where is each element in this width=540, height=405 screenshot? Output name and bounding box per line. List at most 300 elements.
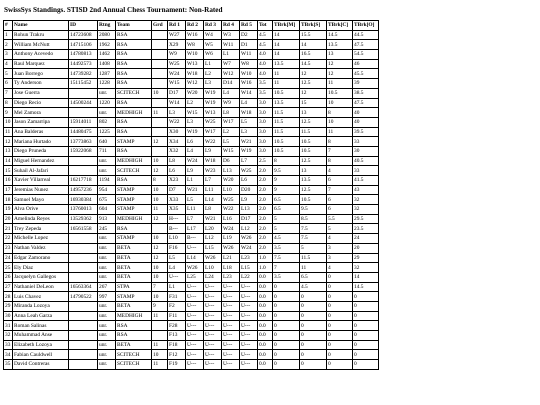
cell-total: 1.0 xyxy=(258,253,273,263)
cell-grade: 11 xyxy=(152,311,168,321)
cell-tiebreak-m: 9.5 xyxy=(273,166,300,176)
cell-tiebreak-m: 14 xyxy=(273,30,300,40)
cell-round-4: U--- xyxy=(222,321,240,331)
cell-round-2: B--- xyxy=(186,234,204,244)
cell-rating: unr. xyxy=(98,234,116,244)
cell-id: 14715106 xyxy=(69,40,98,50)
cell-grade: 12 xyxy=(152,166,168,176)
cell-round-2: U--- xyxy=(186,311,204,321)
cell-id xyxy=(69,272,98,282)
cell-tiebreak-c: 6 xyxy=(327,195,353,205)
cell-round-4: W20 xyxy=(222,176,240,186)
cell-id xyxy=(69,263,98,273)
cell-tiebreak-m: 0 xyxy=(273,340,300,350)
cell-round-5: W16 xyxy=(240,79,258,89)
cell-round-1: L10 xyxy=(168,234,186,244)
cell-tiebreak-m: 10.5 xyxy=(273,137,300,147)
table-row xyxy=(4,88,379,98)
table-row xyxy=(4,195,379,205)
cell-tiebreak-s: 12.5 xyxy=(300,156,327,166)
cell-round-3: U--- xyxy=(204,350,222,360)
cell-round-3: W25 xyxy=(204,117,222,127)
cell-round-5: W25 xyxy=(240,166,258,176)
cell-id: 13529362 xyxy=(69,214,98,224)
cell-round-5: D1 xyxy=(240,40,258,50)
cell-id xyxy=(69,234,98,244)
cell-tiebreak-m: 5 xyxy=(273,224,300,234)
table-row xyxy=(4,108,379,118)
cell-round-4: W9 xyxy=(222,98,240,108)
cell-number: 3 xyxy=(4,50,13,60)
cell-round-1: X30 xyxy=(168,127,186,137)
cell-tiebreak-o: 20 xyxy=(353,243,379,253)
cell-total: 0.0 xyxy=(258,272,273,282)
cell-round-1: X23 xyxy=(168,176,186,186)
cell-round-5: L3 xyxy=(240,127,258,137)
cell-tiebreak-o: 0 xyxy=(353,331,379,341)
cell-rating: 1408 xyxy=(98,59,116,69)
cell-round-1: W9 xyxy=(168,50,186,60)
cell-round-5: L15 xyxy=(240,263,258,273)
cell-round-4: U--- xyxy=(222,340,240,350)
cell-tiebreak-c: 5 xyxy=(327,224,353,234)
table-row xyxy=(4,321,379,331)
cell-round-3: U--- xyxy=(204,360,222,370)
page-title: SwissSys Standings. STISD 2nd Annual Chess Tournament: Non-Rated xyxy=(4,6,223,14)
cell-round-1: F19 xyxy=(168,360,186,370)
cell-rating: 1220 xyxy=(98,98,116,108)
cell-tiebreak-o: 14.5 xyxy=(353,282,379,292)
cell-total: 2.0 xyxy=(258,224,273,234)
cell-round-2: L25 xyxy=(186,272,204,282)
table-row xyxy=(4,30,379,40)
cell-round-4: L8 xyxy=(222,108,240,118)
cell-rating: unr. xyxy=(98,108,116,118)
cell-team: SCITECH xyxy=(116,88,152,98)
cell-tiebreak-c: 0 xyxy=(327,301,353,311)
cell-id: 14480475 xyxy=(69,127,98,137)
cell-team: STAMP xyxy=(116,195,152,205)
cell-round-2: L7 xyxy=(186,214,204,224)
cell-name: Jacquelyn Gallegos xyxy=(13,272,69,282)
table-row xyxy=(4,185,379,195)
cell-tiebreak-m: 0 xyxy=(273,350,300,360)
cell-round-4: L23 xyxy=(222,272,240,282)
cell-tiebreak-s: 15 xyxy=(300,98,327,108)
cell-round-4: U--- xyxy=(222,301,240,311)
cell-rating: 1228 xyxy=(98,79,116,89)
cell-name: Alva Orive xyxy=(13,205,69,215)
cell-round-3: W19 xyxy=(204,88,222,98)
col-header-grade: Grd xyxy=(152,21,168,31)
cell-grade: 10 xyxy=(152,263,168,273)
cell-team: RSA xyxy=(116,321,152,331)
cell-round-3: L12 xyxy=(204,234,222,244)
cell-number: 13 xyxy=(4,146,13,156)
cell-tiebreak-m: 6.5 xyxy=(273,205,300,215)
cell-round-5: W10 xyxy=(240,69,258,79)
cell-rating: unr. xyxy=(98,331,116,341)
cell-total: 0.0 xyxy=(258,311,273,321)
cell-id: 14492573 xyxy=(69,59,98,69)
cell-tiebreak-o: 47.5 xyxy=(353,98,379,108)
cell-name: Luis Chavez xyxy=(13,292,69,302)
cell-round-4: W25 xyxy=(222,195,240,205)
cell-round-4: L13 xyxy=(222,166,240,176)
cell-grade: 12 xyxy=(152,253,168,263)
col-header-tiebreak-m: TBrk[M] xyxy=(273,21,300,31)
cell-round-2: W15 xyxy=(186,108,204,118)
cell-round-5: L13 xyxy=(240,205,258,215)
cell-team: MEDHIGH xyxy=(116,156,152,166)
cell-tiebreak-o: 40.5 xyxy=(353,156,379,166)
table-row xyxy=(4,253,379,263)
cell-round-3: W5 xyxy=(204,40,222,50)
cell-number: 10 xyxy=(4,117,13,127)
cell-round-2: U--- xyxy=(186,331,204,341)
cell-tiebreak-c: 11 xyxy=(327,79,353,89)
cell-total: 3.0 xyxy=(258,108,273,118)
cell-tiebreak-s: 14.5 xyxy=(300,59,327,69)
col-header-total: Tot xyxy=(258,21,273,31)
cell-tiebreak-o: 24 xyxy=(353,234,379,244)
cell-id: 15115452 xyxy=(69,79,98,89)
cell-team: BETA xyxy=(116,272,152,282)
col-header-rating: Rtng xyxy=(98,21,116,31)
cell-id xyxy=(69,166,98,176)
cell-team: BETA xyxy=(116,340,152,350)
cell-round-3: L1 xyxy=(204,59,222,69)
col-header-number: # xyxy=(4,21,13,31)
table-row xyxy=(4,69,379,79)
cell-name: David Contreras xyxy=(13,360,69,370)
cell-tiebreak-o: 0 xyxy=(353,340,379,350)
cell-id xyxy=(69,331,98,341)
cell-tiebreak-m: 0 xyxy=(273,311,300,321)
cell-tiebreak-c: 13 xyxy=(327,50,353,60)
cell-tiebreak-o: 43 xyxy=(353,185,379,195)
cell-round-5: U--- xyxy=(240,331,258,341)
cell-number: 34 xyxy=(4,350,13,360)
cell-tiebreak-s: 12 xyxy=(300,69,327,79)
cell-tiebreak-s: 11.5 xyxy=(300,253,327,263)
cell-team: RSA xyxy=(116,146,152,156)
cell-tiebreak-m: 10.5 xyxy=(273,146,300,156)
cell-name: Anthony Acevedo xyxy=(13,50,69,60)
cell-grade: 10 xyxy=(152,156,168,166)
cell-grade: 11 xyxy=(152,108,168,118)
cell-round-1: W25 xyxy=(168,59,186,69)
cell-round-1: X33 xyxy=(168,195,186,205)
cell-rating: unr. xyxy=(98,243,116,253)
cell-total: 4.0 xyxy=(258,50,273,60)
cell-id xyxy=(69,340,98,350)
cell-team: RSA xyxy=(116,69,152,79)
cell-round-2: L9 xyxy=(186,166,204,176)
cell-tiebreak-o: 30 xyxy=(353,146,379,156)
cell-round-1: X34 xyxy=(168,137,186,147)
cell-rating: 2080 xyxy=(98,30,116,40)
cell-round-5: L6 xyxy=(240,176,258,186)
cell-round-4: L2 xyxy=(222,127,240,137)
cell-id xyxy=(69,243,98,253)
cell-number: 11 xyxy=(4,127,13,137)
col-header-round-2: Rd 2 xyxy=(186,21,204,31)
cell-team: MEDHIGH xyxy=(116,311,152,321)
cell-round-4: W3 xyxy=(222,30,240,40)
cell-number: 19 xyxy=(4,205,13,215)
cell-round-3: L8 xyxy=(204,205,222,215)
cell-round-5: W14 xyxy=(240,88,258,98)
cell-rating: unr. xyxy=(98,263,116,273)
col-header-round-1: Rd 1 xyxy=(168,21,186,31)
table-row xyxy=(4,40,379,50)
cell-team: RSA xyxy=(116,59,152,69)
cell-round-5: U--- xyxy=(240,321,258,331)
cell-rating: 1225 xyxy=(98,127,116,137)
cell-tiebreak-o: 32 xyxy=(353,205,379,215)
cell-round-4: L5 xyxy=(222,137,240,147)
cell-round-5: U--- xyxy=(240,282,258,292)
cell-round-5: U--- xyxy=(240,350,258,360)
cell-round-3: U--- xyxy=(204,321,222,331)
cell-total: 4.5 xyxy=(258,30,273,40)
cell-round-4: L21 xyxy=(222,253,240,263)
cell-tiebreak-s: 7.5 xyxy=(300,234,327,244)
cell-id: 14957236 xyxy=(69,185,98,195)
cell-id: 14723608 xyxy=(69,30,98,40)
cell-grade xyxy=(152,117,168,127)
cell-round-1: L4 xyxy=(168,263,186,273)
cell-round-2: W13 xyxy=(186,59,204,69)
col-header-tiebreak-o: TBrk[O] xyxy=(353,21,379,31)
cell-round-3: W21 xyxy=(204,214,222,224)
cell-tiebreak-s: 11.5 xyxy=(300,127,327,137)
cell-team: BETA xyxy=(116,263,152,273)
cell-round-2: W24 xyxy=(186,156,204,166)
cell-round-2: U--- xyxy=(186,292,204,302)
table-row xyxy=(4,340,379,350)
cell-tiebreak-s: 12.5 xyxy=(300,117,327,127)
cell-tiebreak-o: 47.5 xyxy=(353,40,379,50)
standings-body xyxy=(4,30,379,369)
cell-tiebreak-s: 0 xyxy=(300,321,327,331)
cell-round-1: W22 xyxy=(168,117,186,127)
cell-tiebreak-c: 13.5 xyxy=(327,40,353,50)
cell-round-5: L12 xyxy=(240,224,258,234)
cell-grade xyxy=(152,30,168,40)
cell-grade: 12 xyxy=(152,214,168,224)
cell-tiebreak-m: 11.5 xyxy=(273,108,300,118)
cell-round-2: U--- xyxy=(186,282,204,292)
cell-id xyxy=(69,301,98,311)
cell-round-3: L20 xyxy=(204,224,222,234)
cell-name: Rohun Trakru xyxy=(13,30,69,40)
cell-name: Jose Guerra xyxy=(13,88,69,98)
cell-round-3: W18 xyxy=(204,156,222,166)
cell-number: 4 xyxy=(4,59,13,69)
cell-tiebreak-o: 33 xyxy=(353,137,379,147)
cell-tiebreak-o: 40 xyxy=(353,108,379,118)
cell-total: 2.0 xyxy=(258,214,273,224)
cell-number: 15 xyxy=(4,166,13,176)
cell-tiebreak-o: 29 xyxy=(353,253,379,263)
cell-round-2: W16 xyxy=(186,30,204,40)
cell-tiebreak-o: 0 xyxy=(353,301,379,311)
cell-tiebreak-o: 0 xyxy=(353,292,379,302)
table-row xyxy=(4,50,379,60)
table-row xyxy=(4,263,379,273)
cell-tiebreak-o: 38.5 xyxy=(353,88,379,98)
cell-rating: unr. xyxy=(98,360,116,370)
table-row xyxy=(4,98,379,108)
cell-round-5: W19 xyxy=(240,146,258,156)
cell-name: Fabian Cauldwell xyxy=(13,350,69,360)
cell-round-4: W15 xyxy=(222,146,240,156)
cell-total: 4.0 xyxy=(258,69,273,79)
cell-round-3: L24 xyxy=(204,272,222,282)
cell-name: Jason Zamarripa xyxy=(13,117,69,127)
cell-rating: unr. xyxy=(98,166,116,176)
table-row xyxy=(4,301,379,311)
cell-rating: 640 xyxy=(98,137,116,147)
cell-tiebreak-m: 14 xyxy=(273,40,300,50)
cell-round-3: L7 xyxy=(204,176,222,186)
cell-tiebreak-c: 8 xyxy=(327,137,353,147)
cell-round-4: U--- xyxy=(222,350,240,360)
cell-round-4: W26 xyxy=(222,243,240,253)
cell-round-5: L7 xyxy=(240,156,258,166)
cell-number: 33 xyxy=(4,340,13,350)
cell-round-2: U--- xyxy=(186,243,204,253)
cell-number: 32 xyxy=(4,331,13,341)
cell-round-4: U--- xyxy=(222,292,240,302)
cell-round-1: D7 xyxy=(168,185,186,195)
cell-total: 0.0 xyxy=(258,301,273,311)
cell-tiebreak-m: 5 xyxy=(273,214,300,224)
cell-number: 20 xyxy=(4,214,13,224)
cell-team: RSA xyxy=(116,127,152,137)
cell-id: 13773863 xyxy=(69,137,98,147)
cell-grade xyxy=(152,79,168,89)
cell-name: Miranda Lozoya xyxy=(13,301,69,311)
cell-number: 24 xyxy=(4,253,13,263)
cell-tiebreak-m: 11 xyxy=(273,79,300,89)
table-row xyxy=(4,360,379,370)
cell-round-1: L6 xyxy=(168,166,186,176)
cell-tiebreak-c: 10 xyxy=(327,117,353,127)
cell-id: 14780813 xyxy=(69,50,98,60)
cell-round-1: W15 xyxy=(168,79,186,89)
cell-tiebreak-o: 29.5 xyxy=(353,214,379,224)
cell-round-2: L6 xyxy=(186,137,204,147)
cell-tiebreak-m: 4.5 xyxy=(273,234,300,244)
cell-round-1: W27 xyxy=(168,30,186,40)
table-row xyxy=(4,156,379,166)
cell-number: 26 xyxy=(4,272,13,282)
cell-id: 15922068 xyxy=(69,146,98,156)
cell-rating: unr. xyxy=(98,301,116,311)
cell-id: 16217718 xyxy=(69,176,98,186)
table-row xyxy=(4,331,379,341)
cell-rating: 913 xyxy=(98,214,116,224)
cell-id xyxy=(69,311,98,321)
standings-header xyxy=(4,21,379,31)
cell-rating: 802 xyxy=(98,117,116,127)
cell-grade: 9 xyxy=(152,301,168,311)
cell-tiebreak-m: 3.5 xyxy=(273,272,300,282)
table-row xyxy=(4,59,379,69)
cell-tiebreak-m: 10.5 xyxy=(273,88,300,98)
cell-round-1: L1 xyxy=(168,282,186,292)
cell-grade xyxy=(152,98,168,108)
cell-round-2: W10 xyxy=(186,50,204,60)
cell-tiebreak-s: 4.5 xyxy=(300,282,327,292)
cell-round-3: W13 xyxy=(204,108,222,118)
cell-round-4: U--- xyxy=(222,282,240,292)
cell-round-4: L18 xyxy=(222,263,240,273)
cell-round-1: F12 xyxy=(168,350,186,360)
cell-grade: 11 xyxy=(152,205,168,215)
cell-round-3: L3 xyxy=(204,79,222,89)
cell-round-2: U--- xyxy=(186,321,204,331)
cell-team: BETA xyxy=(116,301,152,311)
cell-tiebreak-o: 32 xyxy=(353,263,379,273)
cell-team: RSA xyxy=(116,176,152,186)
cell-number: 5 xyxy=(4,69,13,79)
cell-total: 3.5 xyxy=(258,88,273,98)
cell-round-1: F16 xyxy=(168,243,186,253)
cell-tiebreak-o: 23.5 xyxy=(353,224,379,234)
cell-round-2: W21 xyxy=(186,185,204,195)
cell-round-4: U--- xyxy=(222,331,240,341)
cell-tiebreak-c: 4 xyxy=(327,166,353,176)
cell-round-1: L8 xyxy=(168,156,186,166)
cell-round-4: L10 xyxy=(222,185,240,195)
cell-team: STAMP xyxy=(116,185,152,195)
cell-number: 23 xyxy=(4,243,13,253)
cell-id xyxy=(69,88,98,98)
cell-tiebreak-s: 15.5 xyxy=(300,30,327,40)
cell-round-5: D20 xyxy=(240,185,258,195)
col-header-id: ID xyxy=(69,21,98,31)
cell-round-3: W6 xyxy=(204,50,222,60)
cell-id: 16561558 xyxy=(69,224,98,234)
cell-name: Ty Anderson xyxy=(13,79,69,89)
cell-round-2: L2 xyxy=(186,98,204,108)
cell-total: 4.0 xyxy=(258,59,273,69)
cell-id xyxy=(69,108,98,118)
col-header-tiebreak-s: TBrk[S] xyxy=(300,21,327,31)
cell-rating: 675 xyxy=(98,195,116,205)
cell-rating: unr. xyxy=(98,311,116,321)
cell-tiebreak-o: 32 xyxy=(353,195,379,205)
cell-id: 14739282 xyxy=(69,69,98,79)
cell-team: STPA xyxy=(116,282,152,292)
cell-round-5: W26 xyxy=(240,234,258,244)
cell-tiebreak-o: 40 xyxy=(353,117,379,127)
cell-tiebreak-c: 3 xyxy=(327,243,353,253)
cell-tiebreak-m: 9 xyxy=(273,185,300,195)
cell-tiebreak-s: 10.5 xyxy=(300,195,327,205)
col-header-team: Team xyxy=(116,21,152,31)
cell-grade: 8 xyxy=(152,176,168,186)
cell-round-2: L17 xyxy=(186,224,204,234)
cell-tiebreak-o: 54.5 xyxy=(353,50,379,60)
cell-grade: 10 xyxy=(152,350,168,360)
cell-tiebreak-m: 0 xyxy=(273,282,300,292)
cell-tiebreak-o: 14 xyxy=(353,272,379,282)
